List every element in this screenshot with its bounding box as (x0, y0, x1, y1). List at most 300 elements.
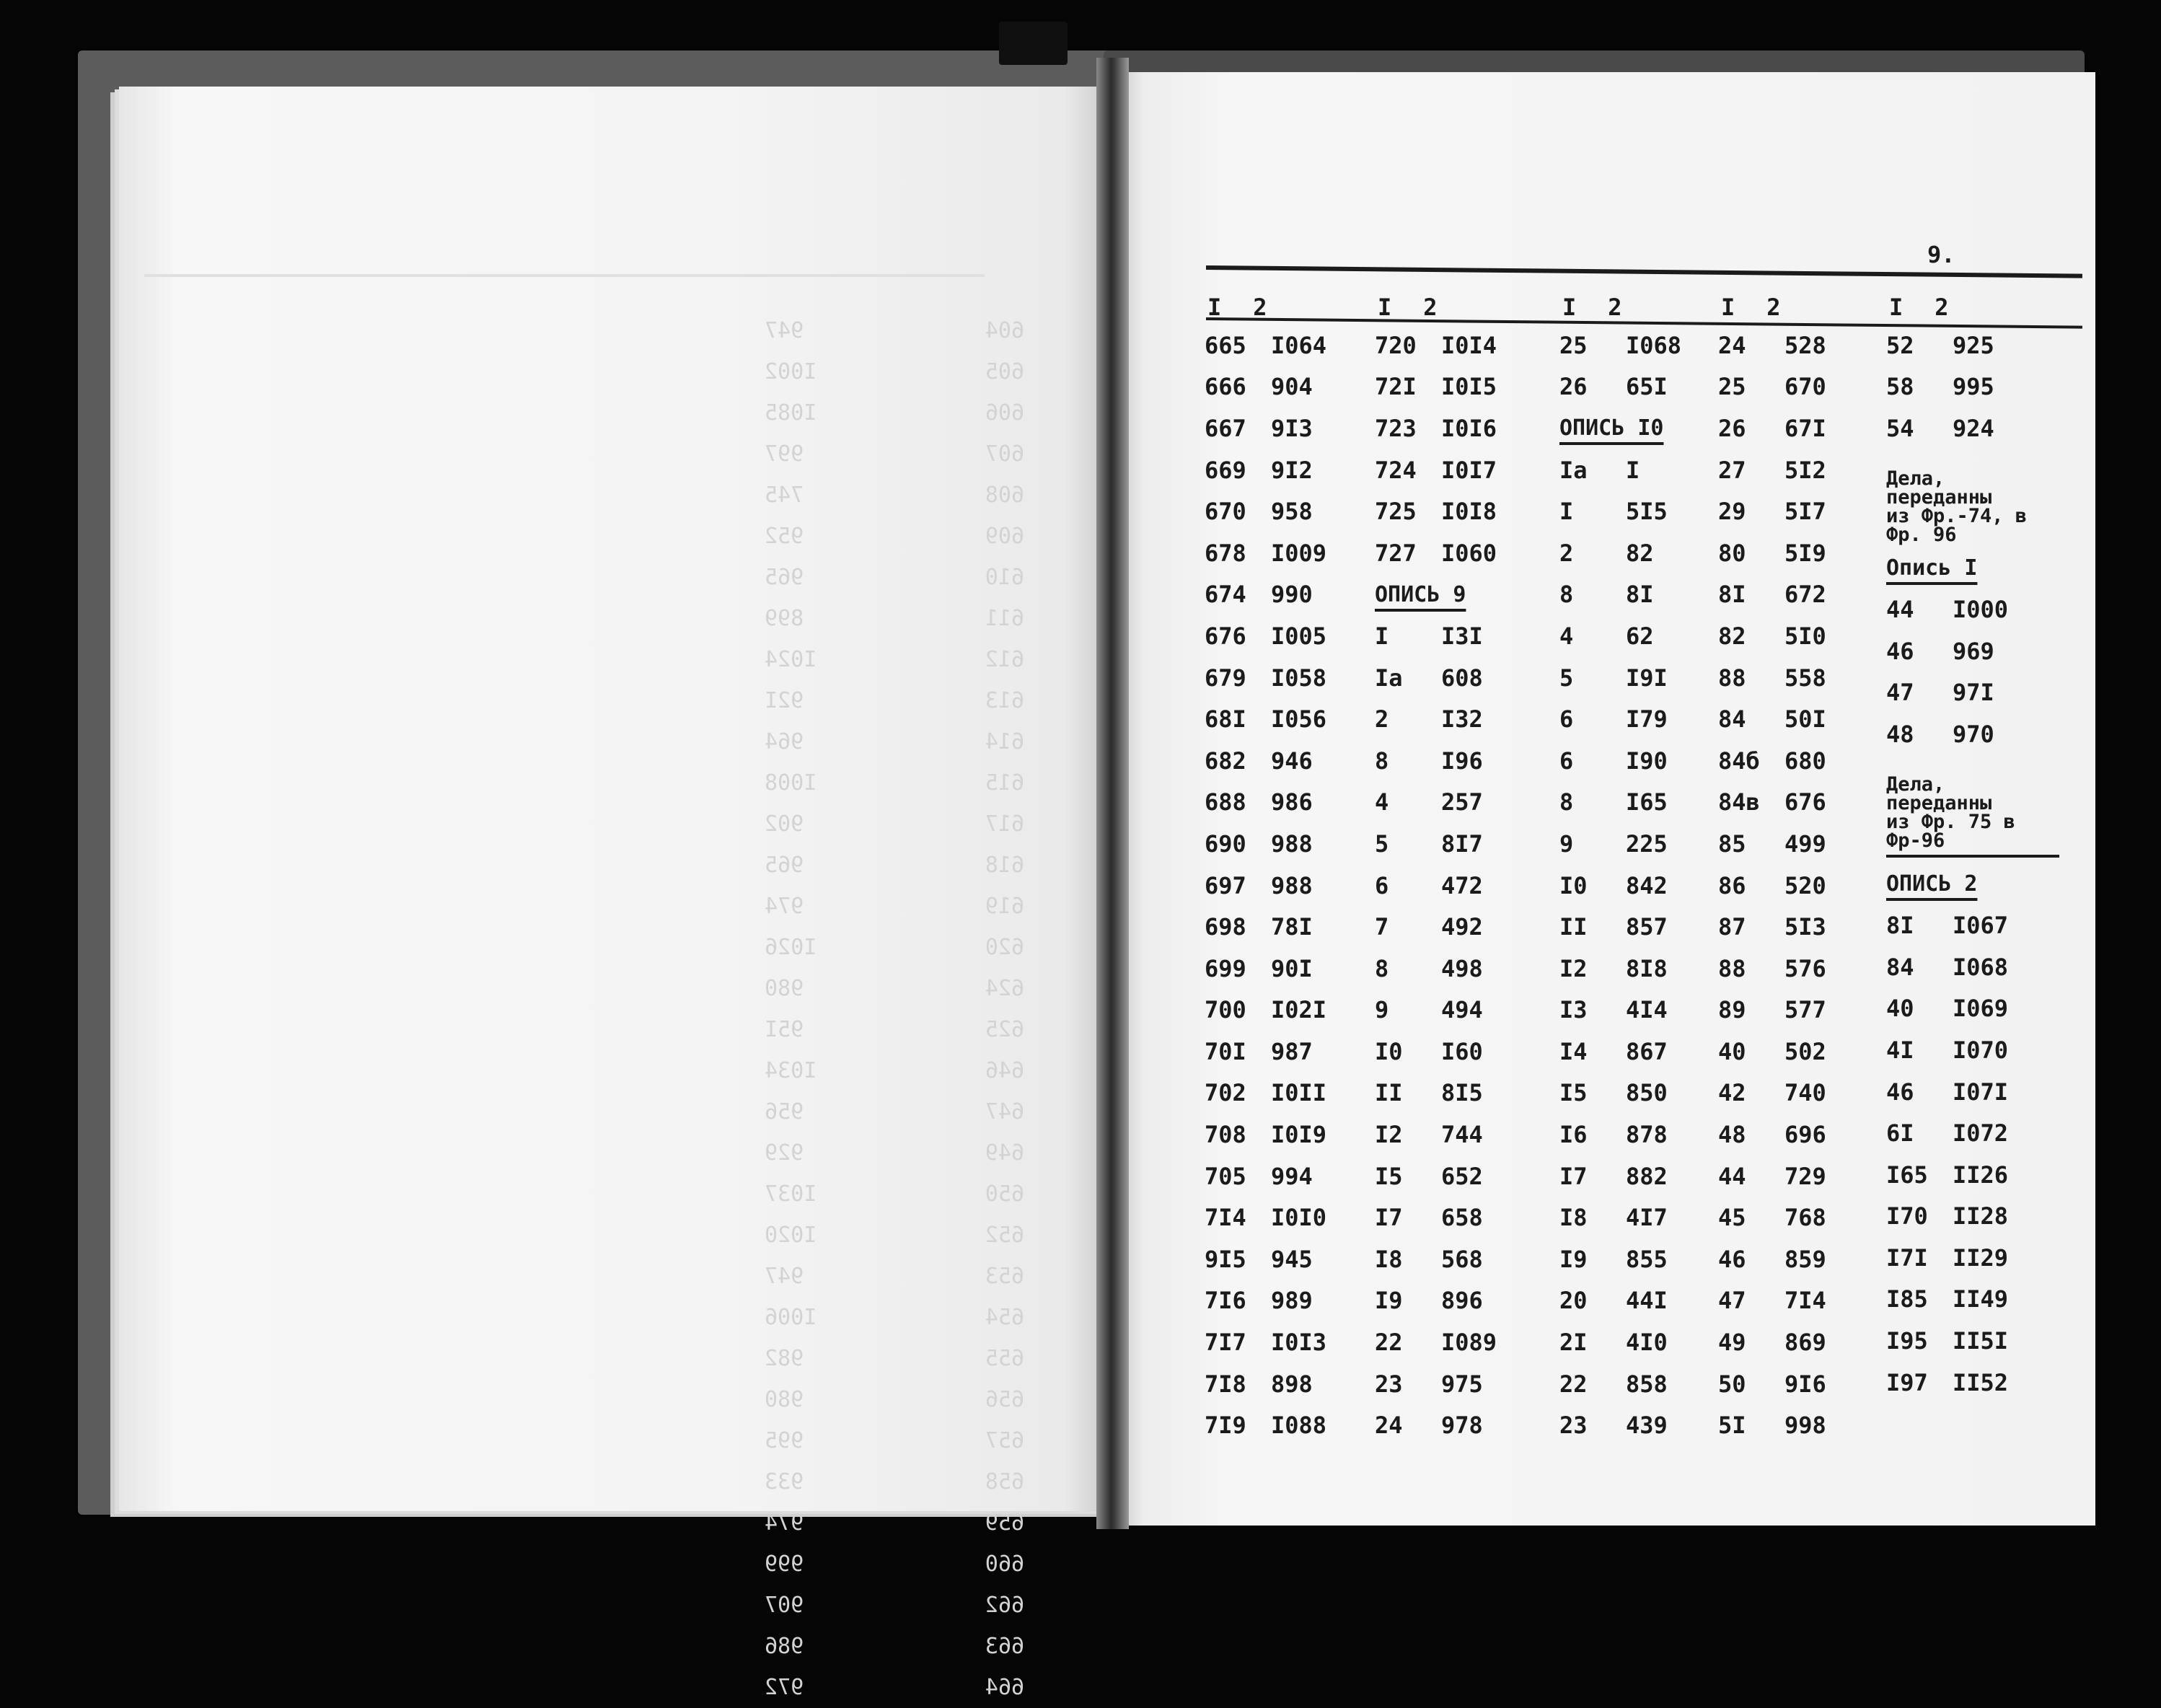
bleed-cell: 657 (985, 1428, 1024, 1453)
old-number: 725 (1375, 498, 1417, 526)
table-row (1375, 366, 1548, 408)
bleed-cell: I008 (765, 770, 817, 796)
bleed-cell: 974 (765, 894, 804, 919)
new-number: 989 (1271, 1287, 1313, 1315)
new-number: I068 (1626, 331, 1682, 359)
table-row (1559, 1197, 1733, 1238)
bleed-cell: 986 (765, 1634, 804, 1659)
bleed-cell: 980 (765, 1387, 804, 1412)
new-number: 924 (1953, 414, 1994, 442)
bleed-cell: 965 (765, 853, 804, 878)
new-number: 257 (1441, 788, 1483, 816)
table-column-3 (1559, 290, 1733, 1446)
table-row (1559, 948, 1733, 990)
old-number: 84в (1718, 788, 1760, 816)
new-number: 5I9 (1784, 539, 1826, 567)
table-row (1559, 532, 1733, 574)
bleed-cell: 664 (985, 1675, 1024, 1700)
table-row (1718, 657, 1891, 699)
old-number: I65 (1886, 1161, 1928, 1189)
table-row (1718, 1404, 1891, 1446)
table-row (1559, 1073, 1733, 1114)
table-row (1205, 532, 1378, 574)
new-number: 50I (1784, 705, 1826, 734)
table-row (1375, 698, 1548, 740)
bleed-cell: 655 (985, 1346, 1024, 1371)
old-number: 24 (1375, 1412, 1403, 1440)
old-number: II (1375, 1079, 1403, 1107)
old-number: 727 (1375, 539, 1417, 567)
table-row (1375, 615, 1548, 657)
old-number: 699 (1205, 954, 1246, 982)
bleed-cell: 658 (985, 1469, 1024, 1494)
old-number: 88 (1718, 664, 1746, 692)
old-number: 5I (1718, 1412, 1746, 1440)
table-row (1718, 408, 1891, 449)
table-row (1886, 1196, 2059, 1238)
bleed-cell: 659 (985, 1510, 1024, 1536)
new-number: I067 (1953, 912, 2009, 940)
new-number: 904 (1271, 373, 1313, 401)
note-spacer (1886, 755, 2059, 771)
old-number: 52 (1886, 331, 1914, 359)
new-number: I0I7 (1441, 456, 1497, 484)
old-number: 678 (1205, 539, 1246, 567)
table-row (1718, 1073, 1891, 1114)
new-number: I79 (1626, 705, 1668, 734)
table-row (1559, 1404, 1733, 1446)
table-row (1375, 1321, 1548, 1363)
new-number: 8I5 (1441, 1079, 1483, 1107)
old-number: I70 (1886, 1202, 1928, 1231)
bleed-cell: 604 (985, 318, 1024, 343)
bleed-row (765, 1502, 1024, 1544)
bleed-cell: 663 (985, 1634, 1024, 1659)
old-number: 7I8 (1205, 1370, 1246, 1398)
old-number: 708 (1205, 1121, 1246, 1149)
table-row (1375, 532, 1548, 574)
table-row (1205, 865, 1378, 907)
new-number: I068 (1953, 953, 2009, 981)
table-row (1559, 865, 1733, 907)
new-number: 768 (1784, 1204, 1826, 1232)
old-number: Ia (1375, 664, 1403, 692)
table-column-4 (1718, 290, 1891, 1446)
old-number: I7 (1375, 1204, 1403, 1232)
old-number: I8 (1375, 1245, 1403, 1273)
new-number: 8I (1626, 581, 1654, 609)
column-header-2: 2 (1423, 294, 1438, 321)
old-number: 27 (1718, 456, 1746, 484)
table-row (1559, 1280, 1733, 1322)
new-number: 842 (1626, 871, 1668, 899)
old-number: 85 (1718, 829, 1746, 858)
new-number: 498 (1441, 954, 1483, 982)
table-row (1559, 782, 1733, 824)
old-number: 670 (1205, 498, 1246, 526)
bleed-row (765, 1050, 1024, 1091)
table-row (1559, 325, 1733, 366)
new-number: 998 (1784, 1412, 1826, 1440)
bleed-cell: 612 (985, 647, 1024, 672)
new-number: 8I8 (1626, 954, 1668, 982)
table-column-2 (1375, 290, 1548, 1446)
table-row (1205, 449, 1378, 491)
bleed-cell: 624 (985, 976, 1024, 1001)
bleed-row (765, 433, 1024, 475)
table-column-1 (1205, 290, 1378, 1446)
old-number: 723 (1375, 414, 1417, 442)
table-row (1375, 906, 1548, 948)
bleed-cell: I024 (765, 647, 817, 672)
new-number: II29 (1953, 1243, 2009, 1272)
new-number: 502 (1784, 1037, 1826, 1065)
inventory-heading: ОПИСЬ 2 (1886, 871, 1978, 897)
table-row (1205, 366, 1378, 408)
old-number: I85 (1886, 1285, 1928, 1313)
old-number: 705 (1205, 1162, 1246, 1190)
bleed-row (765, 1091, 1024, 1132)
new-number: II52 (1953, 1368, 2009, 1396)
column-header (1886, 290, 2059, 325)
table-row (1375, 948, 1548, 990)
table-row (1886, 1279, 2059, 1321)
table-row (1559, 490, 1733, 532)
new-number: 652 (1441, 1162, 1483, 1190)
bleed-row (765, 351, 1024, 392)
old-number: 26 (1559, 373, 1588, 401)
table-row (1205, 823, 1378, 865)
table-row (1559, 1114, 1733, 1155)
column-header (1718, 290, 1891, 325)
table-row (1205, 990, 1378, 1031)
new-number: 82 (1626, 539, 1654, 567)
bleed-cell: 625 (985, 1017, 1024, 1042)
new-number: 576 (1784, 954, 1826, 982)
new-number: 676 (1784, 788, 1826, 816)
new-number: 945 (1271, 1245, 1313, 1273)
table-row (1718, 325, 1891, 366)
table-row (1886, 946, 2059, 988)
old-number: 46 (1886, 1078, 1914, 1106)
new-number: 5I3 (1784, 913, 1826, 941)
bleed-row (765, 1215, 1024, 1256)
table-row (1375, 449, 1548, 491)
bleed-row (765, 516, 1024, 557)
new-number: 878 (1626, 1121, 1668, 1149)
old-number: 4 (1559, 622, 1574, 650)
bleed-row (765, 886, 1024, 927)
old-number: 22 (1375, 1329, 1403, 1357)
old-number: 50 (1718, 1370, 1746, 1398)
old-number: 690 (1205, 829, 1246, 858)
new-number: 896 (1441, 1287, 1483, 1315)
old-number: 667 (1205, 414, 1246, 442)
table-row (1886, 589, 2059, 630)
table-row (1205, 574, 1378, 616)
bleed-through-rule (144, 274, 985, 277)
bleed-cell: 646 (985, 1058, 1024, 1083)
bleed-row (765, 1461, 1024, 1502)
bleed-row (765, 804, 1024, 845)
table-row (1718, 490, 1891, 532)
table-row (1205, 1114, 1378, 1155)
bleed-cell: 660 (985, 1551, 1024, 1577)
bleed-row (765, 762, 1024, 804)
old-number: 7I6 (1205, 1287, 1246, 1315)
table-row (1886, 1071, 2059, 1113)
new-number: I0I9 (1271, 1121, 1327, 1149)
old-number: 665 (1205, 331, 1246, 359)
table-row (1559, 657, 1733, 699)
new-number: 67I (1784, 414, 1826, 442)
old-number: 86 (1718, 871, 1746, 899)
bleed-cell: 617 (985, 811, 1024, 837)
new-number: I089 (1441, 1329, 1497, 1357)
table-row (1718, 948, 1891, 990)
table-row (1718, 698, 1891, 740)
column-header-1: I (1889, 294, 1903, 321)
column-header-1: I (1562, 294, 1577, 321)
bleed-cell: 929 (765, 1140, 804, 1166)
old-number: I7 (1559, 1162, 1588, 1190)
new-number: I064 (1271, 331, 1327, 359)
old-number: II (1559, 913, 1588, 941)
bleed-row (765, 1338, 1024, 1379)
old-number: I0 (1559, 871, 1588, 899)
new-number: 5I2 (1784, 456, 1826, 484)
old-number: I2 (1375, 1121, 1403, 1149)
new-number: 975 (1441, 1370, 1483, 1398)
new-number: 994 (1271, 1162, 1313, 1190)
table-row (1375, 657, 1548, 699)
bleed-cell: 947 (765, 1264, 804, 1289)
old-number: 80 (1718, 539, 1746, 567)
new-number: 577 (1784, 996, 1826, 1024)
new-number: I009 (1271, 539, 1327, 567)
new-number: II28 (1953, 1202, 2009, 1231)
old-number: 25 (1718, 373, 1746, 401)
table-row (1886, 1029, 2059, 1071)
table-row (1205, 1363, 1378, 1405)
old-number: 84 (1886, 953, 1914, 981)
old-number: 674 (1205, 581, 1246, 609)
new-number: I088 (1271, 1412, 1327, 1440)
new-number: I0I6 (1441, 414, 1497, 442)
bleed-cell: 956 (765, 1099, 804, 1124)
table-row (1718, 906, 1891, 948)
table-row (1718, 823, 1891, 865)
column-header-1: I (1378, 294, 1392, 321)
old-number: 8I (1718, 581, 1746, 609)
column-header (1205, 290, 1378, 325)
bleed-cell: 999 (765, 1551, 804, 1577)
new-number: 882 (1626, 1162, 1668, 1190)
new-number: 225 (1626, 829, 1668, 858)
table-row (1205, 325, 1378, 366)
table-row (1886, 630, 2059, 672)
table-row (1886, 1237, 2059, 1279)
new-number: 499 (1784, 829, 1826, 858)
table-row (1886, 1320, 2059, 1362)
table-row (1205, 1238, 1378, 1280)
new-number: 986 (1271, 788, 1313, 816)
new-number: I (1626, 456, 1640, 484)
old-number: 44 (1718, 1162, 1746, 1190)
bleed-cell: 652 (985, 1223, 1024, 1248)
old-number: 84б (1718, 747, 1760, 775)
new-number: 850 (1626, 1079, 1668, 1107)
old-number: I6 (1559, 1121, 1588, 1149)
bleed-cell: 605 (985, 359, 1024, 384)
table-row (1375, 490, 1548, 532)
new-number: I000 (1953, 596, 2009, 624)
transfer-note: Дела, переданны из Фр.-74, в Фр. 96 (1886, 467, 2028, 546)
old-number: 669 (1205, 456, 1246, 484)
new-number: 859 (1784, 1245, 1826, 1273)
old-number: 4 (1375, 788, 1389, 816)
new-number: I02I (1271, 996, 1327, 1024)
old-number: 2I (1559, 1329, 1588, 1357)
new-number: 62 (1626, 622, 1654, 650)
new-number: I9I (1626, 664, 1668, 692)
new-number: I069 (1953, 995, 2009, 1023)
table-row (1559, 990, 1733, 1031)
new-number: I0I8 (1441, 498, 1497, 526)
old-number: 58 (1886, 373, 1914, 401)
bleed-row (765, 639, 1024, 680)
table-row (1718, 1280, 1891, 1322)
old-number: 44 (1886, 596, 1914, 624)
bleed-cell: 609 (985, 524, 1024, 549)
old-number: 89 (1718, 996, 1746, 1024)
table-row (1205, 1321, 1378, 1363)
table-row (1559, 1155, 1733, 1197)
old-number: 679 (1205, 664, 1246, 692)
bleed-row (765, 598, 1024, 639)
new-number: 970 (1953, 720, 1994, 748)
inventory-heading: Опись I (1886, 555, 1978, 581)
table-row (1886, 713, 2059, 755)
old-number: 7I7 (1205, 1329, 1246, 1357)
old-number: 6 (1559, 705, 1574, 734)
table-row (1375, 1155, 1548, 1197)
bleed-cell: I037 (765, 1181, 817, 1207)
new-number: I0II (1271, 1079, 1327, 1107)
new-number: I07I (1953, 1078, 2009, 1106)
new-number: II49 (1953, 1285, 2009, 1313)
old-number: 720 (1375, 331, 1417, 359)
new-number: 958 (1271, 498, 1313, 526)
old-number: I0 (1375, 1037, 1403, 1065)
table-row (1718, 1031, 1891, 1073)
table-row (1375, 740, 1548, 782)
new-number: I0I0 (1271, 1204, 1327, 1232)
old-number: 8 (1559, 788, 1574, 816)
bleed-cell: 619 (985, 894, 1024, 919)
table-row (1718, 1114, 1891, 1155)
bleed-cell: 745 (765, 483, 804, 508)
table-row (1559, 1321, 1733, 1363)
column-header-2: 2 (1253, 294, 1267, 321)
table-row (1375, 1280, 1548, 1322)
table-row (1205, 906, 1378, 948)
old-number: 700 (1205, 996, 1246, 1024)
bleed-row (765, 1420, 1024, 1461)
table-row (1559, 1363, 1733, 1405)
table-row (1718, 865, 1891, 907)
new-number: I005 (1271, 622, 1327, 650)
table-row (1205, 948, 1378, 990)
bleed-row (765, 1256, 1024, 1297)
old-number: 42 (1718, 1079, 1746, 1107)
bleed-cell: I026 (765, 935, 817, 960)
new-number: I0I5 (1441, 373, 1497, 401)
new-number: I65 (1626, 788, 1668, 816)
bleed-row (765, 557, 1024, 598)
new-number: 680 (1784, 747, 1826, 775)
table-row (1718, 615, 1891, 657)
old-number: 29 (1718, 498, 1746, 526)
old-number: 40 (1886, 995, 1914, 1023)
new-number: 729 (1784, 1162, 1826, 1190)
table-row (1205, 1155, 1378, 1197)
new-number: I0I3 (1271, 1329, 1327, 1357)
old-number: 7 (1375, 913, 1389, 941)
table-row (1375, 325, 1548, 366)
table-row (1205, 782, 1378, 824)
old-number: 688 (1205, 788, 1246, 816)
old-number: 6I (1886, 1119, 1914, 1148)
bleed-row (765, 310, 1024, 351)
new-number: 568 (1441, 1245, 1483, 1273)
table-row (1718, 990, 1891, 1031)
old-number: 724 (1375, 456, 1417, 484)
bleed-cell: 964 (765, 729, 804, 754)
table-row (1559, 906, 1733, 948)
new-number: 855 (1626, 1245, 1668, 1273)
old-number: I95 (1886, 1327, 1928, 1355)
new-number: 858 (1626, 1370, 1668, 1398)
table-row (1718, 782, 1891, 824)
new-number: 988 (1271, 829, 1313, 858)
new-number: 5I0 (1784, 622, 1826, 650)
table-row (1559, 823, 1733, 865)
column-header-2: 2 (1608, 294, 1622, 321)
old-number: I2 (1559, 954, 1588, 982)
old-number: 9I5 (1205, 1245, 1246, 1273)
table-row (1559, 615, 1733, 657)
new-number: 78I (1271, 913, 1313, 941)
new-number: 995 (1953, 373, 1994, 401)
table-row (1559, 740, 1733, 782)
table-row (1205, 740, 1378, 782)
old-number: 48 (1718, 1121, 1746, 1149)
new-number: I32 (1441, 705, 1483, 734)
table-row (1559, 698, 1733, 740)
table-row (1375, 990, 1548, 1031)
table-row (1886, 366, 2059, 408)
table-row (1559, 366, 1733, 408)
bleed-cell: 92I (765, 688, 804, 713)
old-number: 84 (1718, 705, 1746, 734)
new-number: I0I4 (1441, 331, 1497, 359)
table-row (1205, 1404, 1378, 1446)
old-number: I9 (1559, 1245, 1588, 1273)
table-row (1886, 1154, 2059, 1196)
new-number: 608 (1441, 664, 1483, 692)
old-number: 697 (1205, 871, 1246, 899)
